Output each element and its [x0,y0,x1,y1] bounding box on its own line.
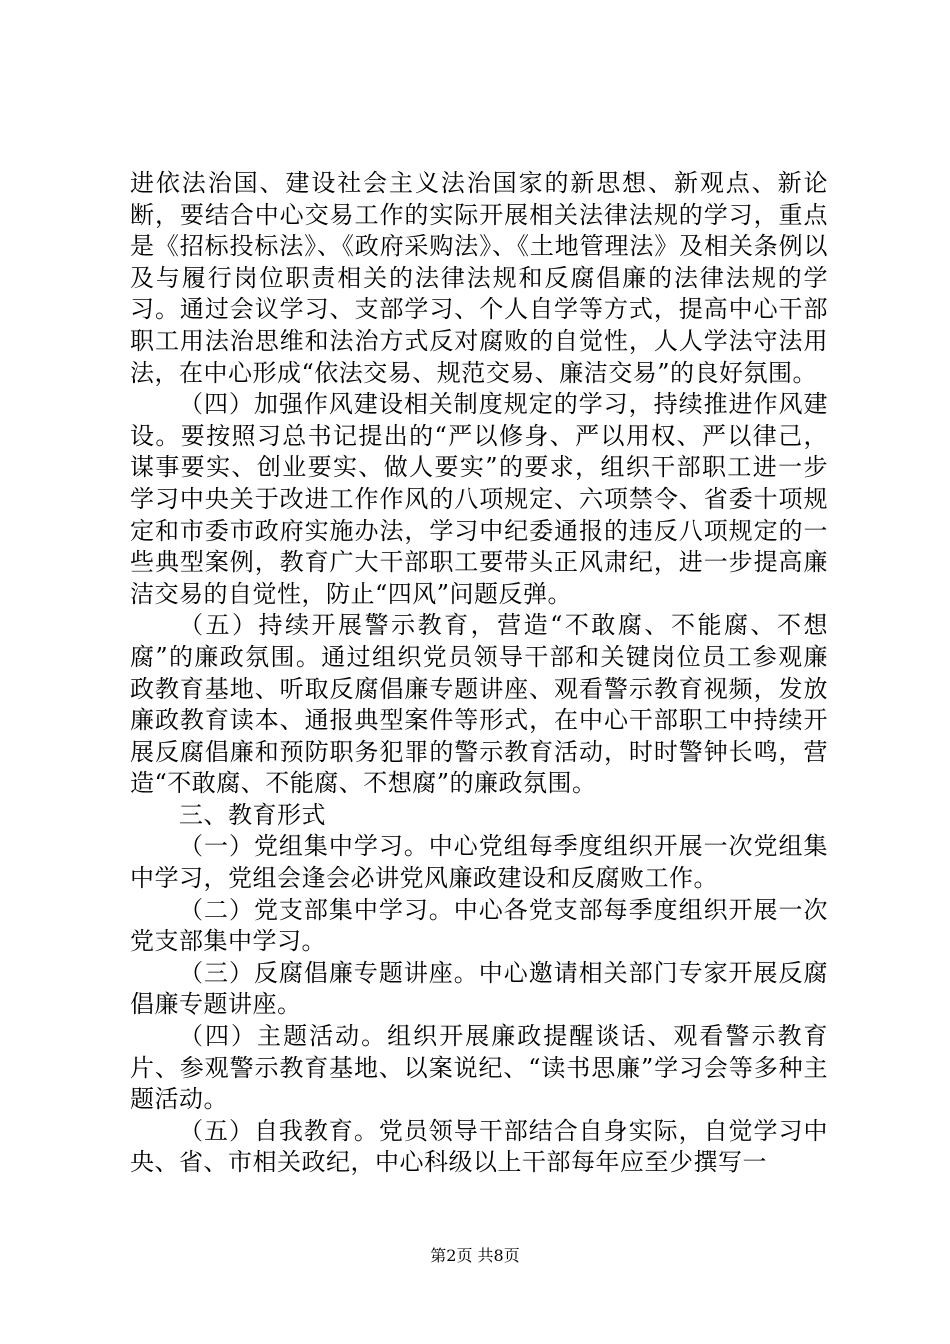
paragraph-party-branch-study: （二）党支部集中学习。中心各党支部每季度组织开展一次党支部集中学习。 [130,895,828,956]
paragraph-continued-legal-study: 进依法治国、建设社会主义法治国家的新思想、新观点、新论断，要结合中心交易工作的实际开展相关法律法规的学习，重点是《招标投标法》、《政府采购法》、《土地管理法》及相关条例以及与履行岗位职责相关的法律法规和反腐倡廉的法律法规的学习。通过会议学习、支部学习、个人自学等方式，提高中心干部职工用法治思维和法治方式反对腐败的自觉性，人人学法守法用法，在中心形成“依法交易、规范交易、廉洁交易”的良好氛围。 [130,169,828,387]
page-number-footer: 第2页 共8页 [430,1246,520,1265]
paragraph-self-education: （五）自我教育。党员领导干部结合自身实际，自觉学习中央、省、市相关政纪，中心科级以上干部每年应至少撰写一 [130,1116,828,1177]
paragraph-warning-education: （五）持续开展警示教育，营造“不敢腐、不能腐、不想腐”的廉政氛围。通过组织党员领导干部和关键岗位员工参观廉政教育基地、听取反腐倡廉专题讲座、观看警示教育视频，发放廉政教育读本、通报典型案件等形式，在中心干部职工中持续开展反腐倡廉和预防职务犯罪的警示教育活动，时时警钟长鸣，营造“不敢腐、不能腐、不想腐”的廉政氛围。 [130,611,828,798]
paragraph-work-style-building: （四）加强作风建设相关制度规定的学习，持续推进作风建设。要按照习总书记提出的“严以修身、严以用权、严以律己，谋事要实、创业要实、做人要实”的要求，组织干部职工进一步学习中央关于改进工作作风的八项规定、六项禁令、省委十项规定和市委市政府实施办法，学习中纪委通报的违反八项规定的一些典型案例，教育广大干部职工要带头正风肃纪，进一步提高廉洁交易的自觉性，防止“四风”问题反弹。 [130,390,828,608]
document-body [130,168,828,1179]
paragraph-anti-corruption-lecture: （三）反腐倡廉专题讲座。中心邀请相关部门专家开展反腐倡廉专题讲座。 [130,958,828,1019]
section-heading-education-forms: 三、教育形式 [179,800,326,829]
paragraph-party-group-study: （一）党组集中学习。中心党组每季度组织开展一次党组集中学习，党组会逢会必讲党风廉政建设和反腐败工作。 [130,832,828,893]
paragraph-theme-activities: （四）主题活动。组织开展廉政提醒谈话、观看警示教育片、参观警示教育基地、以案说纪、“读书思廉”学习会等多种主题活动。 [130,1022,828,1114]
